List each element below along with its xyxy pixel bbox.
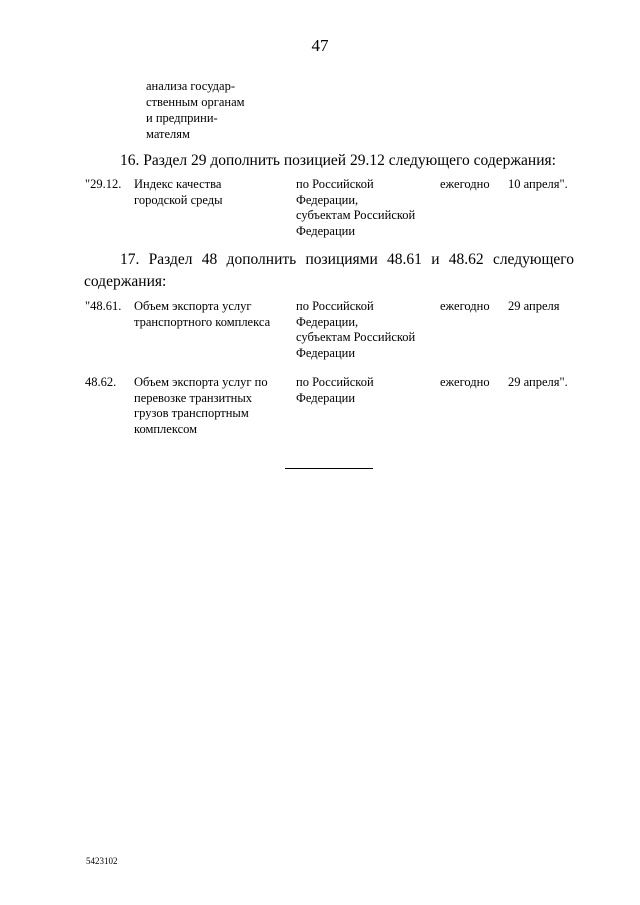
continuation-line: ственным органам: [146, 95, 245, 109]
row-number: "48.61.: [85, 299, 122, 313]
paragraph-17: 17. Раздел 48 дополнить позициями 48.61 и 48.62 следующего содержания:: [84, 251, 574, 290]
continuation-line: мателям: [146, 127, 190, 141]
level-line: субъектам Российской: [296, 208, 416, 222]
indicator-name-line: комплексом: [134, 421, 198, 436]
indicator-name: [134, 177, 284, 208]
level-line: Федерации: [296, 390, 356, 405]
level-cell: [296, 299, 431, 361]
frequency-cell: ежегодно: [440, 177, 490, 191]
end-rule: [285, 468, 373, 469]
indicator-name-line: перевозке транзитных: [134, 390, 253, 405]
level-line: Федерации,: [296, 314, 359, 329]
frequency-cell: ежегодно: [440, 299, 490, 313]
level-line: по Российской: [296, 177, 374, 191]
continuation-line: и предприни-: [146, 111, 218, 125]
row-number: 48.62.: [85, 375, 117, 389]
indicator-name-line: городской среды: [134, 192, 223, 207]
indicator-name-line: Объем экспорта услуг по: [134, 375, 268, 389]
indicator-name: [134, 299, 284, 330]
indicator-name-line: транспортного комплекса: [134, 314, 271, 329]
level-line: по Российской: [296, 299, 374, 313]
row-number: "29.12.: [85, 177, 122, 191]
continuation-line: анализа государ-: [146, 79, 235, 93]
paragraph-16: 16. Раздел 29 дополнить позицией 29.12 следующего содержания:: [120, 152, 556, 169]
level-line: Федерации,: [296, 192, 359, 207]
continuation-text: [146, 78, 245, 142]
indicator-name-line: грузов транспортным: [134, 406, 249, 420]
page-number: 47: [311, 36, 329, 55]
frequency-cell: ежегодно: [440, 375, 490, 389]
indicator-name-line: Индекс качества: [134, 177, 222, 191]
level-line: Федерации: [296, 223, 356, 238]
level-line: Федерации: [296, 345, 356, 360]
level-cell: [296, 177, 431, 239]
level-line: субъектам Российской: [296, 330, 416, 344]
date-cell: 10 апреля".: [508, 177, 568, 191]
level-line: по Российской: [296, 375, 374, 389]
level-cell: [296, 375, 431, 406]
indicator-name: [134, 375, 284, 437]
date-cell: 29 апреля: [508, 299, 560, 313]
indicator-name-line: Объем экспорта услуг: [134, 299, 252, 313]
date-cell: 29 апреля".: [508, 375, 568, 389]
document-code: 5423102: [86, 856, 118, 866]
